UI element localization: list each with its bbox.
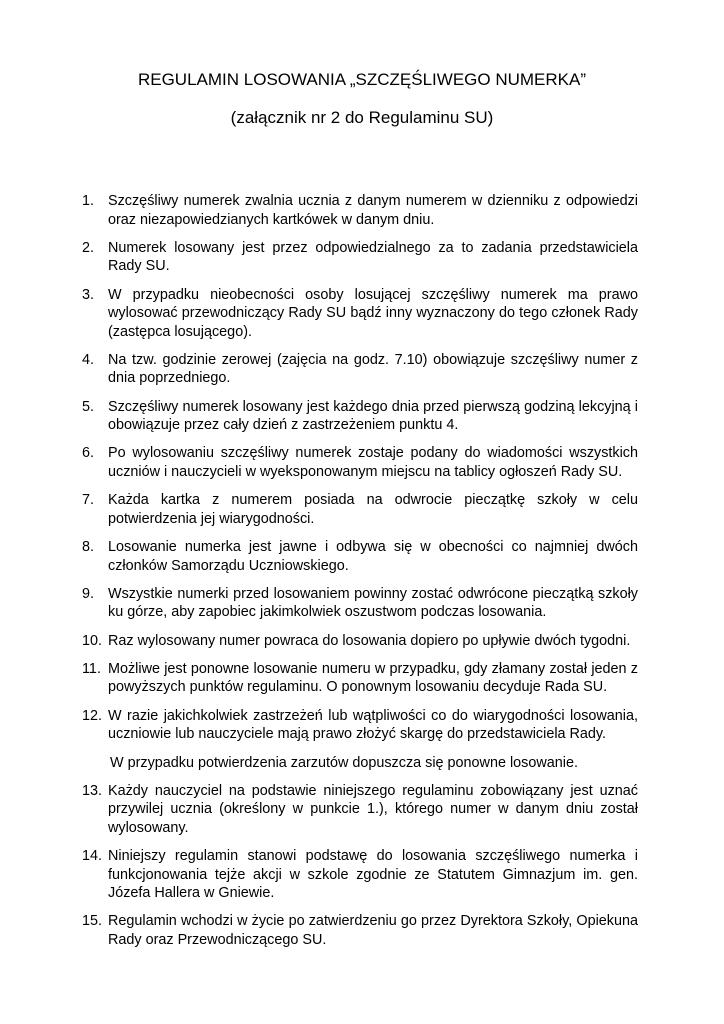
rule-item (82, 660, 638, 697)
rule-item (82, 782, 638, 838)
rule-number: 9. (82, 585, 95, 602)
rule-text: W przypadku nieobecności osoby losującej szczęśliwy numerek ma prawo wylosować przewodniczący Rady SU bądź inny wyznaczony do tego członek Rady (zastępca losującego). (108, 286, 638, 340)
rule-item (82, 398, 638, 435)
rule-text: Szczęśliwy numerek losowany jest każdego dnia przed pierwszą godziną lekcyjną i obowiązuje przez cały dzień z zastrzeżeniem punktu 4. (108, 398, 638, 434)
rule-item (82, 286, 638, 342)
rule-number: 6. (82, 445, 95, 462)
rule-item (82, 239, 638, 276)
rule-number: 10. (82, 632, 103, 649)
rule-item (82, 444, 638, 481)
rule-text: Po wylosowaniu szczęśliwy numerek zostaje podany do wiadomości wszystkich uczniów i nauczycieli w wyeksponowanym miejscu na tablicy ogłoszeń Rady SU. (108, 445, 638, 480)
rule-text: Możliwe jest ponowne losowanie numeru w przypadku, gdy złamany został jeden z powyższych punktów regulaminu. O ponownym losowaniu decyduje Rada SU. (108, 660, 638, 696)
rule-note-text: W przypadku potwierdzenia zarzutów dopuszcza się ponowne losowanie. (110, 754, 578, 771)
rule-item (82, 538, 638, 575)
rule-text: Raz wylosowany numer powraca do losowania dopiero po upływie dwóch tygodni. (108, 632, 631, 649)
rule-text: Niniejszy regulamin stanowi podstawę do losowania szczęśliwego numerka i funkcjonowania tejże akcji w szkole zgodnie ze Statutem Gimnazjum im. gen. Józefa Hallera w Gniewie. (108, 848, 638, 902)
rule-number: 4. (82, 351, 95, 368)
rule-number: 3. (82, 286, 95, 303)
rule-item (82, 707, 638, 744)
rule-number: 14. (82, 848, 103, 865)
document-subtitle: (załącznik nr 2 do Regulaminu SU) (230, 108, 494, 127)
rule-text: Regulamin wchodzi w życie po zatwierdzeniu go przez Dyrektora Szkoły, Opiekuna Rady oraz Przewodniczącego SU. (108, 913, 638, 948)
rule-text: Szczęśliwy numerek zwalnia ucznia z danym numerem w dzienniku z odpowiedzi oraz niezapowiedzianych kartkówek w danym dniu. (108, 193, 638, 228)
rule-number: 8. (82, 539, 95, 556)
rule-item (82, 912, 638, 949)
document-title: REGULAMIN LOSOWANIA „SZCZĘŚLIWEGO NUMERKA” (137, 70, 587, 89)
rule-number: 7. (82, 492, 95, 509)
rule-number: 13. (82, 782, 103, 799)
rule-note (82, 754, 638, 773)
rule-number: 12. (82, 707, 103, 724)
rule-number: 11. (82, 660, 101, 677)
rule-text: Numerek losowany jest przez odpowiedzialnego za to zadania przedstawiciela Rady SU. (108, 239, 638, 275)
rule-text: Wszystkie numerki przed losowaniem powinny zostać odwrócone pieczątką szkoły ku górze, aby zapobiec jakimkolwiek oszustwom podczas losowania. (108, 585, 638, 621)
rule-item (82, 351, 638, 388)
rule-number: 2. (82, 239, 95, 256)
rule-item (82, 491, 638, 528)
rule-text: Każdy nauczyciel na podstawie niniejszego regulaminu zobowiązany jest uznać przywilej ucznia (określony w punkcie 1.), którego numer w danym dniu został wylosowany. (108, 782, 638, 836)
rule-item (82, 585, 638, 622)
rule-item (82, 632, 638, 651)
rule-text: Losowanie numerka jest jawne i odbywa się w obecności co najmniej dwóch członków Samorządu Uczniowskiego. (108, 539, 638, 574)
rule-number: 15. (82, 913, 103, 930)
rule-item (82, 192, 638, 229)
rules-list (82, 192, 638, 959)
rule-text: Każda kartka z numerem posiada na odwrocie pieczątkę szkoły w celu potwierdzenia jej wiarygodności. (108, 492, 638, 527)
rule-text: Na tzw. godzinie zerowej (zajęcia na godz. 7.10) obowiązuje szczęśliwy numer z dnia poprzedniego. (108, 351, 638, 387)
rule-number: 1. (82, 193, 95, 209)
rule-text: W razie jakichkolwiek zastrzeżeń lub wątpliwości co do wiarygodności losowania, uczniowie lub nauczyciele mają prawo złożyć skargę do przedstawiciela Rady. (108, 707, 638, 743)
rule-item (82, 847, 638, 903)
rule-number: 5. (82, 398, 95, 415)
